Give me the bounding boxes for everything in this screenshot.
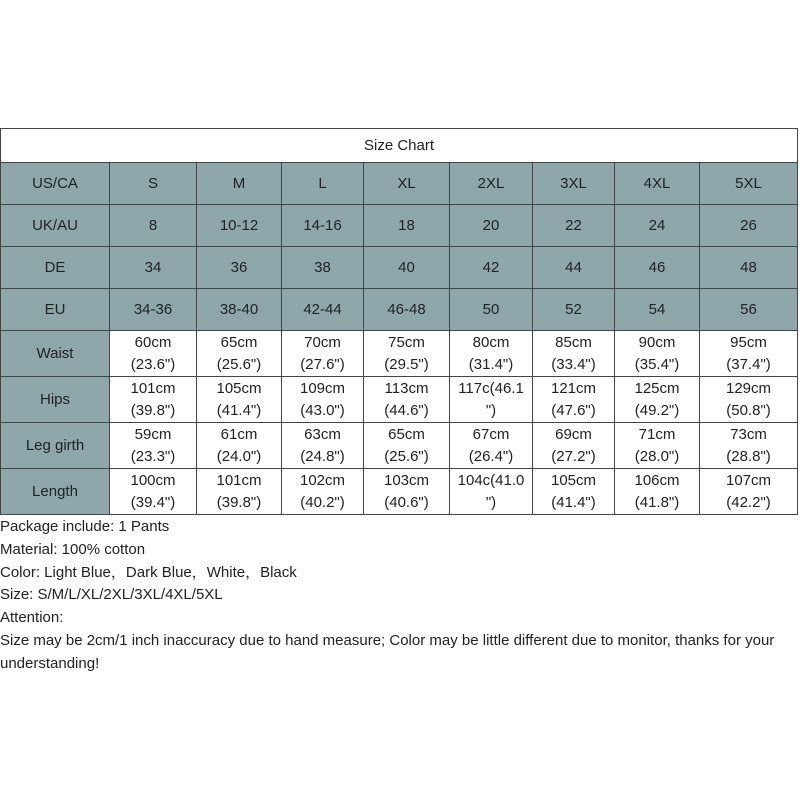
table-cell: 38	[282, 247, 364, 289]
cell-metric-value: 85cm	[555, 333, 592, 351]
table-cell: 46-48	[364, 289, 450, 331]
size-chart-table	[0, 128, 798, 515]
row-label: Hips	[1, 377, 110, 423]
cell-imperial-value: (39.8")	[130, 401, 176, 419]
cell-metric-value: 106cm	[634, 471, 680, 489]
table-row	[1, 331, 798, 377]
table-cell	[700, 423, 798, 469]
cell-metric-value: 100cm	[130, 471, 176, 489]
cell-metric-value: 109cm	[299, 379, 346, 397]
table-cell: L	[282, 163, 364, 205]
table-cell	[110, 331, 197, 377]
table-cell	[364, 377, 450, 423]
cell-imperial-value: (47.6")	[551, 401, 596, 419]
cell-metric-value: 105cm	[550, 471, 597, 489]
cell-imperial-value: (24.0")	[216, 447, 262, 465]
table-cell: 50	[450, 289, 533, 331]
product-notes	[0, 515, 800, 676]
table-cell	[197, 469, 282, 515]
table-cell: 26	[700, 205, 798, 247]
cell-imperial-value: (44.6")	[384, 401, 429, 419]
cell-metric-value: 105cm	[216, 379, 262, 397]
row-label: Leg girth	[1, 423, 110, 469]
color-note: Color: Light Blue，Dark Blue，White，Black	[0, 563, 297, 581]
table-cell	[450, 331, 533, 377]
table-cell	[282, 469, 364, 515]
cell-metric-value: 71cm	[638, 425, 676, 443]
cell-imperial-value: (25.6")	[384, 447, 429, 465]
material-note: Material: 100% cotton	[0, 540, 146, 558]
table-cell: 48	[700, 247, 798, 289]
table-cell: M	[197, 163, 282, 205]
table-cell	[700, 469, 798, 515]
table-cell: XL	[364, 163, 450, 205]
table-cell: 2XL	[450, 163, 533, 205]
table-cell: 34	[110, 247, 197, 289]
table-row	[1, 423, 798, 469]
package-note: Package include: 1 Pants	[0, 518, 170, 535]
table-cell: 20	[450, 205, 533, 247]
cell-metric-value: 103cm	[383, 471, 430, 489]
table-cell	[615, 331, 700, 377]
table-row	[1, 247, 798, 289]
table-row	[1, 163, 798, 205]
cell-imperial-value: (24.8")	[300, 447, 345, 465]
cell-imperial-value: (28.0")	[634, 447, 680, 465]
cell-imperial-value: (35.4")	[634, 355, 680, 373]
table-cell: 22	[533, 205, 615, 247]
row-label: UK/AU	[1, 205, 110, 247]
table-cell	[110, 377, 197, 423]
table-cell	[533, 423, 615, 469]
row-label: DE	[1, 247, 110, 289]
table-cell	[110, 469, 197, 515]
table-cell	[364, 331, 450, 377]
table-cell: 36	[197, 247, 282, 289]
cell-metric-value: 101cm	[130, 379, 176, 397]
table-cell: 42	[450, 247, 533, 289]
table-cell	[533, 469, 615, 515]
table-cell	[197, 423, 282, 469]
table-cell: 54	[615, 289, 700, 331]
table-cell	[450, 377, 533, 423]
cell-imperial-value: (23.6")	[130, 355, 176, 373]
cell-metric-value: 107cm	[725, 471, 772, 489]
cell-imperial-value: (25.6")	[216, 355, 262, 373]
table-cell: 24	[615, 205, 700, 247]
row-label: Waist	[1, 331, 110, 377]
table-cell: 34-36	[110, 289, 197, 331]
cell-imperial-value: ")	[485, 493, 497, 511]
cell-imperial-value: (29.5")	[384, 355, 429, 373]
cell-metric-value: 95cm	[730, 333, 767, 351]
table-cell: 40	[364, 247, 450, 289]
table-cell: 18	[364, 205, 450, 247]
table-cell	[533, 331, 615, 377]
table-row	[1, 377, 798, 423]
cell-imperial-value: (41.4")	[551, 493, 596, 511]
cell-metric-value: 65cm	[220, 333, 258, 351]
table-cell: 44	[533, 247, 615, 289]
table-cell	[700, 331, 798, 377]
table-cell	[282, 377, 364, 423]
table-cell: 42-44	[282, 289, 364, 331]
table-cell	[197, 377, 282, 423]
cell-metric-value: 61cm	[220, 425, 258, 443]
cell-metric-value: 73cm	[730, 425, 767, 443]
table-cell: 8	[110, 205, 197, 247]
table-cell	[282, 331, 364, 377]
table-cell: 5XL	[700, 163, 798, 205]
row-label: US/CA	[1, 163, 110, 205]
table-row	[1, 469, 798, 515]
table-cell: S	[110, 163, 197, 205]
table-cell	[533, 377, 615, 423]
cell-imperial-value: (26.4")	[468, 447, 514, 465]
cell-metric-value: 63cm	[304, 425, 341, 443]
size-chart-document	[0, 128, 800, 676]
table-cell: 3XL	[533, 163, 615, 205]
cell-imperial-value: (40.6")	[384, 493, 429, 511]
cell-metric-value: 129cm	[725, 379, 772, 397]
cell-imperial-value: (42.2")	[726, 493, 771, 511]
cell-metric-value: 69cm	[555, 425, 592, 443]
cell-metric-value: 65cm	[388, 425, 425, 443]
cell-imperial-value: (41.4")	[216, 401, 262, 419]
cell-metric-value: 60cm	[134, 333, 172, 351]
table-cell	[364, 423, 450, 469]
cell-metric-value: 90cm	[638, 333, 676, 351]
cell-metric-value: 59cm	[134, 425, 172, 443]
table-cell	[197, 331, 282, 377]
cell-imperial-value: (33.4")	[551, 355, 596, 373]
table-row	[1, 205, 798, 247]
disclaimer-note: Size may be 2cm/1 inch inaccuracy due to hand measure; Color may be little different due to monitor, thanks for your understanding!	[0, 631, 775, 672]
cell-imperial-value: (50.8")	[726, 401, 771, 419]
table-cell	[615, 423, 700, 469]
cell-imperial-value: (43.0")	[300, 401, 345, 419]
table-title: Size Chart	[1, 129, 798, 163]
table-cell	[615, 469, 700, 515]
cell-metric-value: 102cm	[299, 471, 346, 489]
cell-imperial-value: (39.4")	[130, 493, 176, 511]
table-cell	[282, 423, 364, 469]
cell-imperial-value: ")	[485, 401, 497, 419]
table-cell: 38-40	[197, 289, 282, 331]
cell-metric-value: 101cm	[216, 471, 262, 489]
cell-metric-value: 121cm	[550, 379, 597, 397]
table-cell	[110, 423, 197, 469]
table-cell: 52	[533, 289, 615, 331]
attention-note: Attention:	[0, 609, 64, 627]
cell-imperial-value: (40.2")	[300, 493, 345, 511]
table-cell	[450, 423, 533, 469]
table-cell	[700, 377, 798, 423]
cell-metric-value: 80cm	[472, 333, 510, 351]
cell-metric-value: 67cm	[472, 425, 510, 443]
size-note: Size: S/M/L/XL/2XL/3XL/4XL/5XL	[0, 586, 223, 604]
table-cell: 10-12	[197, 205, 282, 247]
cell-imperial-value: (39.8")	[216, 493, 262, 511]
cell-imperial-value: (27.6")	[300, 355, 345, 373]
table-cell: 14-16	[282, 205, 364, 247]
cell-imperial-value: (31.4")	[468, 355, 514, 373]
table-cell: 4XL	[615, 163, 700, 205]
cell-metric-value: 70cm	[304, 333, 341, 351]
cell-metric-value: 75cm	[388, 333, 425, 351]
row-label: EU	[1, 289, 110, 331]
table-cell: 56	[700, 289, 798, 331]
cell-imperial-value: (28.8")	[726, 447, 771, 465]
cell-imperial-value: (41.8")	[634, 493, 680, 511]
table-cell	[615, 377, 700, 423]
table-cell	[364, 469, 450, 515]
cell-metric-value: 125cm	[634, 379, 680, 397]
table-row	[1, 289, 798, 331]
table-cell: 46	[615, 247, 700, 289]
cell-metric-value: 104c(41.0	[457, 471, 525, 489]
cell-imperial-value: (27.2")	[551, 447, 596, 465]
cell-metric-value: 117c(46.1	[458, 379, 524, 397]
cell-imperial-value: (49.2")	[634, 401, 680, 419]
row-label: Length	[1, 469, 110, 515]
table-cell	[450, 469, 533, 515]
cell-metric-value: 113cm	[384, 379, 429, 397]
cell-imperial-value: (37.4")	[726, 355, 771, 373]
cell-imperial-value: (23.3")	[130, 447, 176, 465]
